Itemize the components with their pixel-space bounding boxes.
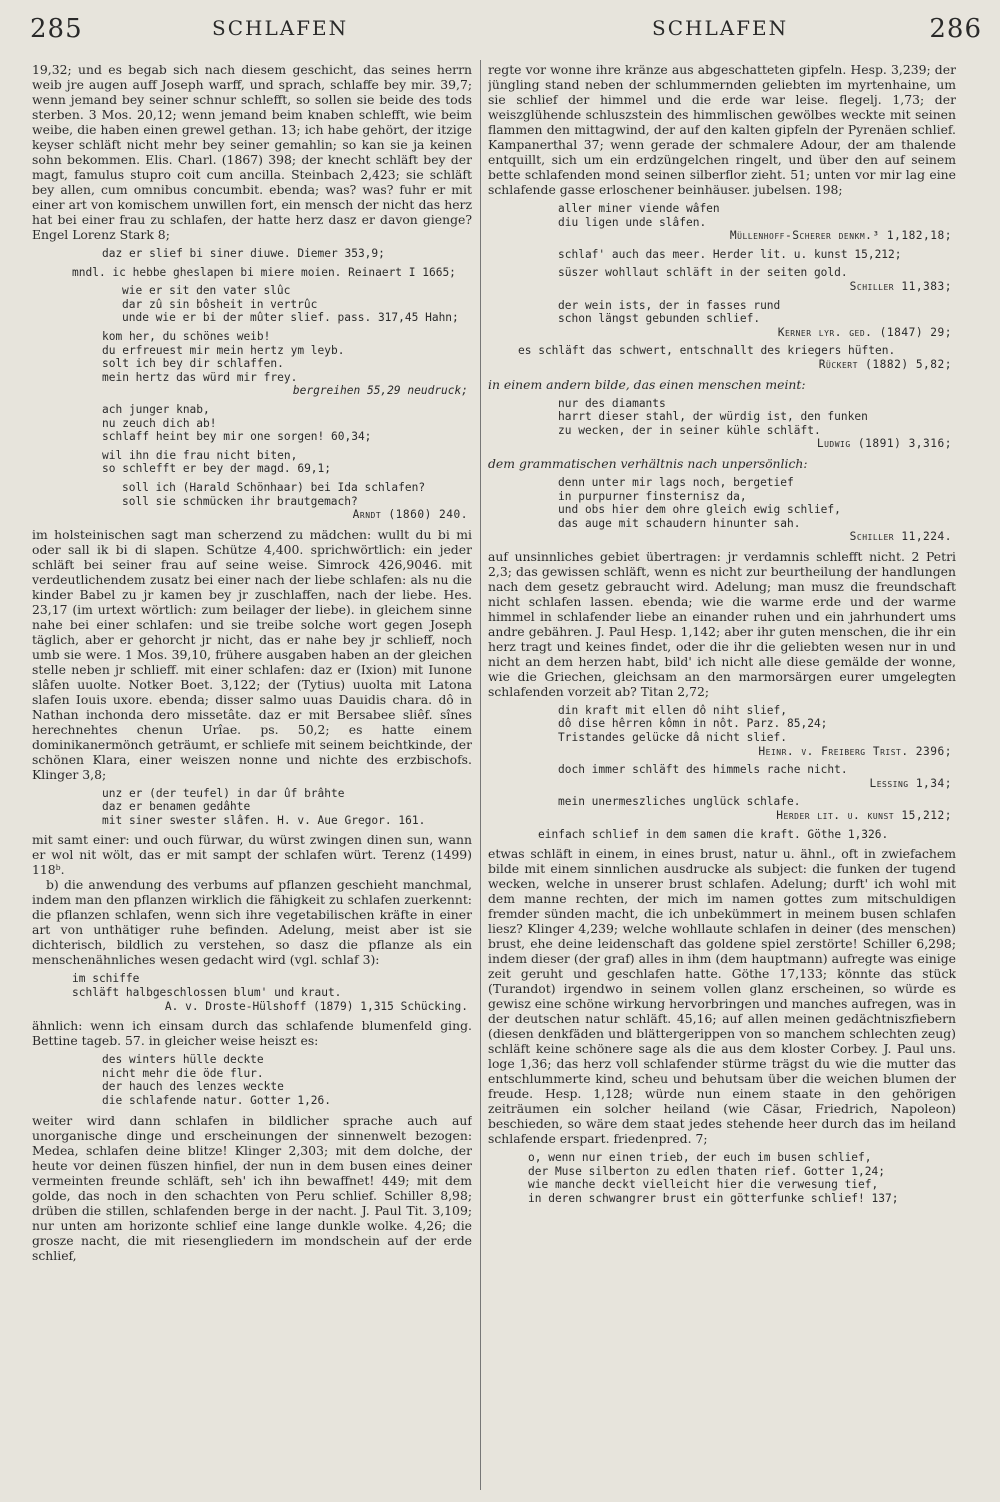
paragraph: b) die anwendung des verbums auf pflanzen geschieht manchmal, indem man den pflanzen wirklich die fähigkeit zu schlafen zuerkennt: die pflanzen schlafen, wenn sich ihre vegetabilischen kräfte in einer art von unthätiger ruhe befinden. Adelung, meist aber ist sie dichterisch, bildlich zu verstehen, so dasz die pflanze als ein menschenähnliches wesen gedacht wird (vgl. schlaf 3): <box>32 877 472 968</box>
verse-text: wie er sit den vater slûc dar zû sin bôsheit in vertrûc unde wie er bi der mûter slief. pass. 317,45 Hahn; <box>122 284 459 325</box>
verse-quote <box>558 299 956 340</box>
verse-text: süszer wohllaut schläft in der seiten gold. <box>558 266 848 280</box>
paragraph: mit samt einer: und ouch fürwar, du würst zwingen dinen sun, wann er wol nit wölt, das er mit sampt der schlafen würt. Terenz (1499) 118ᵇ. <box>32 832 472 878</box>
verse-text: din kraft mit ellen dô niht slief, dô dise hêrren kômn in nôt. Parz. 85,24; Tristandes gelücke dâ nicht slief. <box>558 703 828 745</box>
paragraph: in einem andern bilde, das einen menschen meint: <box>488 376 806 392</box>
verse-source: Schiller 11,383; <box>849 279 952 293</box>
verse-quote <box>558 763 956 790</box>
running-title-right: SCHLAFEN <box>652 16 789 40</box>
verse-quote <box>102 1053 472 1107</box>
verse-quote <box>102 449 472 476</box>
verse-source: Herder lit. u. kunst 15,212; <box>776 809 952 823</box>
verse-quote <box>558 266 956 293</box>
column-divider <box>480 60 481 1490</box>
verse-text: doch immer schläft des himmels rache nicht. <box>558 763 848 777</box>
verse-source: A. v. Droste-Hülshoff (1879) 1,315 Schücking. <box>164 999 468 1013</box>
page-number-right: 286 <box>929 14 982 44</box>
paragraph: weiter wird dann schlafen in bildlicher sprache auch auf unorganische dinge und erscheinungen der sinnenwelt bezogen: Medea, schlafen deine blitze! Klinger 2,303; mit dem dolche, der heute vor deinen füszen hinfiel, der nun in dem busen eines deiner vermeinten freunde schläft, seh' ich ihn bewaffnet! 449; mit dem golde, das noch in den schachten von Peru schlief. Schiller 8,98; drüben die stillen, schlafenden berge in der nacht. J. Paul Tit. 3,109; nur unten am horizonte schlief eine lange dunkle wolke. 4,26; die grosze nacht, die mit riesengliedern im mondschein auf der erde schlief, <box>32 1112 472 1263</box>
verse-quote <box>528 1151 956 1205</box>
paragraph: im holsteinischen sagt man scherzend zu mädchen: wullt du bi mi oder sall ik bi di slapen. Schütze 4,400. sprichwörtlich: ein jeder schläft bei seiner frau auf seine weise. Simrock 426,9046. mit verdeutlichendem zusatz bei einer nach der liebe schlafen: als nu die kinder Babel zu jr kamen bey jr zuschlaffen, nach der liebe. Hes. 23,17 (im urtext wörtlich: zum beilager der liebe). in gleichem sinne nahe bei einer schlafen: und sie treibe solche wort gegen Joseph täglich, aber er gehorcht jr nicht, das er nahe bey jr schlieff, noch umb sie were. 1 Mos. 39,10, frühere ausgaben haben an der gleichen stelle neben jr schlieff. mit einer schlafen: daz er (Ixion) mit Iunone slâfen uuolte. Notker Boet. 3,122; der (Tytius) uuolta mit Latona slafen Iouis uxore. ebenda; disser salmo uuas Dauidis chara. dô in Nathan inchonda dero missetâte. daz er mit Bersabee sliêf. sînes herechnehtes chenun Urîae. ps. 50,2; es hatte einem dominikanermönch geträumt, er schliefe mit seinem beichtkinde, der schönen Klara, einer weiszen nonne und nichte des erzbischofs. Klinger 3,8; <box>32 526 472 782</box>
verse-quote <box>102 403 472 444</box>
verse-quote <box>538 828 956 842</box>
verse-text: unz er (der teufel) in dar ûf brâhte daz er benamen gedâhte mit siner swester slâfen. H. v. Aue Gregor. 161. <box>102 786 426 827</box>
verse-source: Arndt (1860) 240. <box>352 508 468 522</box>
paragraph: 19,32; und es begab sich nach diesem geschicht, das seines herrn weib jre augen auff Joseph warff, und sprach, schlaffe bey mir. 39,7; wenn jemand bey seiner schnur schlefft, so sollen sie beide des tods sterben. 3 Mos. 20,12; wenn jemand beim knaben schlefft, wie beim weibe, die haben einen grewel gethan. 13; ich habe gehört, der itzige keyser schläft nicht mehr bey seiner gemahlin; so kan sie ja keinen sohn bekommen. Elis. Charl. (1867) 398; der knecht schläft bey der magt, famulus stupro coit cum ancilla. Steinbach 2,423; sie schläft bey allen, cum omnibus concumbit. ebenda; was? was? fuhr er mit einer art von komischem unwillen fort, ein mensch der nicht das herz hat bei einer frau zu schlafen, der hatte herz dasz er davon gienge? Engel Lorenz Stark 8; <box>32 62 472 242</box>
verse-text: nur des diamants harrt dieser stahl, der würdig ist, den funken zu wecken, der in seiner kühle schläft. <box>558 396 868 437</box>
verse-source: bergreihen 55,29 neudruck; <box>292 384 468 398</box>
verse-quote <box>558 248 956 262</box>
verse-quote <box>558 476 956 544</box>
verse-quote <box>122 284 472 325</box>
left-column <box>32 62 472 1487</box>
verse-source: Rückert (1882) 5,82; <box>818 357 952 371</box>
verse-text: daz er slief bi siner diuwe. Diemer 353,9; <box>102 247 385 260</box>
verse-text: aller miner viende wâfen diu ligen unde slâfen. <box>558 202 720 229</box>
verse-quote <box>558 704 956 758</box>
paragraph: auf unsinnliches gebiet übertragen: jr verdamnis schlefft nicht. 2 Petri 2,3; das gewissen schläft, wenn es nicht zur beurtheilung der handlungen nach dem gesetz gebraucht wird. Adelung; man musz die freundschaft nicht schlafen lassen. ebenda; wie die warme erde und der warme himmel in schlafender liebe an einander ruhen und ein jahrhundert ums andre gebähren. J. Paul Hesp. 1,142; aber ihr guten menschen, die ihr ein herz tragt und keines findet, oder die ihr die geliebten wesen nur in und nicht an dem herzen habt, bild' ich nicht alle diese gemälde der wonne, wie die Griechen, gleichsam an den marmorsärgen eurer umgelegten schlafenden vorzeit ab? Titan 2,72; <box>488 548 956 699</box>
verse-text: kom her, du schönes weib! du erfreuest mir mein hertz ym leyb. solt ich bey dir schlaffen. mein hertz das würd mir frey. <box>102 329 345 384</box>
paragraph: ähnlich: wenn ich einsam durch das schlafende blumenfeld ging. Bettine tageb. 57. in gleicher weise heiszt es: <box>32 1018 472 1049</box>
page-number-left: 285 <box>30 14 83 44</box>
verse-text: wil ihn die frau nicht biten, so schlefft er bey der magd. 69,1; <box>102 448 332 476</box>
verse-text: denn unter mir lags noch, bergetief in purpurner finsternisz da, und obs hier dem ohre gleich ewig schlief, das auge mit schaudern hinunter sah. <box>558 475 841 530</box>
verse-quote <box>102 787 472 828</box>
verse-text: mein unermeszliches unglück schlafe. <box>558 795 801 809</box>
paragraph: dem grammatischen verhältnis nach unpersönlich: <box>488 455 808 471</box>
verse-quote <box>122 481 472 522</box>
verse-text: o, wenn nur einen trieb, der euch im busen schlief, der Muse silberton zu edlen thaten rief. Gotter 1,24; wie manche deckt vielleicht hier die verwesung tief, in deren schwangrer brust ein götterfunke schlief! 137; <box>528 1151 899 1205</box>
verse-text: einfach schlief in dem samen die kraft. Göthe 1,326. <box>538 827 889 841</box>
verse-source: Lessing 1,34; <box>869 776 952 790</box>
paragraph: regte vor wonne ihre kränze aus abgeschatteten gipfeln. Hesp. 3,239; der jüngling stand neben der schlummernden geliebten im myrtenhaine, um sie schlief der himmel und die erde war leise. flegelj. 1,73; der weiszglühende schluszstein des himmlischen gewölbes weckte mit seinen flammen den mittagwind, der auf den kalten gipfeln der Pyrenäen schlief. Kampanerthal 37; wenn gerade der schmalere Adour, der am thalende entquillt, sich um ein erdzüngelchen ringelt, und über den auf seinem bette schlafenden mond seinen silberflor zieht. 51; unten vor mir lag eine schlafende gasse erloschener beinhäuser. jubelsen. 198; <box>488 62 956 197</box>
verse-quote <box>558 795 956 822</box>
verse-text: mndl. ic hebbe gheslapen bi miere moien. Reinaert I 1665; <box>72 265 456 279</box>
verse-source: Ludwig (1891) 3,316; <box>816 437 952 451</box>
right-column <box>488 62 956 1487</box>
verse-quote <box>558 397 956 451</box>
verse-text: soll ich (Harald Schönhaar) bei Ida schlafen? soll sie schmücken ihr brautgemach? <box>122 480 426 508</box>
paragraph: etwas schläft in einem, in eines brust, natur u. ähnl., oft in zwiefachem bilde mit einem sinnlichen ausdrucke als subject: die funken der tugend wecken, welche in unserer brust schlafen. Adelung; durft' ich wohl mit dem manne rechten, der mich im namen gottes zum mitschuldigen fremder sünden macht, die ich unbekümmert in meinem busen schlafen liesz? Klinger 4,239; welche wohllaute schlafen in deiner (des menschen) brust, ehe deine leidenschaft das goldene spiel zerstörte! Schiller 6,298; indem dieser (der graf) alles in ihm (dem hauptmann) aufregte was einige zeit geruht und geschlafen hatte. Göthe 17,133; könnte das stück (Turandot) irgendwo in seinem vollen glanz erscheinen, so würde es gewisz eine schöne wirkung hervorbringen und manches aufregen, was in der deutschen natur schläft. 45,16; auf allen meinen gedächtniszfiebern (diesen denkfäden und blättergerippen von so manchem schlechten zeug) schläft keine schönere sage als die aus dem kloster Corbey. J. Paul uns. loge 1,36; das herz voll schlafender stürme trägst du wie die mutter das entschlummerte kind, scheu und behutsam über die weichen blumen der freude. Hesp. 1,128; würde nun einem staate in den gehörigen zeiträumen ein solcher heiland (wie Cäsar, Friedrich, Napoleon) beschieden, so wäre dem staat jedes stehende heer durch das im heiland schlafende erspart. friedenpred. 7; <box>488 846 956 1147</box>
verse-source: Müllenhoff-Scherer denkm.³ 1,182,18; <box>729 229 952 243</box>
verse-text: es schläft das schwert, entschnallt des kriegers hüften. <box>518 344 896 358</box>
verse-text: im schiffe schläft halbgeschlossen blum' und kraut. <box>72 972 342 1000</box>
verse-source: Schiller 11,224. <box>849 530 952 544</box>
verse-quote <box>72 266 472 280</box>
verse-text: ach junger knab, nu zeuch dich ab! schlaff heint bey mir one sorgen! 60,34; <box>102 402 372 444</box>
verse-text: schlaf' auch das meer. Herder lit. u. kunst 15,212; <box>558 247 902 261</box>
verse-quote <box>558 202 956 243</box>
verse-quote <box>72 972 472 1013</box>
verse-quote <box>518 344 956 371</box>
verse-text: der wein ists, der in fasses rund schon längst gebunden schlief. <box>558 298 781 326</box>
verse-quote <box>102 330 472 398</box>
verse-source: Heinr. v. Freiberg Trist. 2396; <box>758 744 952 758</box>
verse-text: des winters hülle deckte nicht mehr die öde flur. der hauch des lenzes weckte die schlafende natur. Gotter 1,26. <box>102 1053 332 1108</box>
running-title-left: SCHLAFEN <box>212 16 349 40</box>
verse-source: Kerner lyr. ged. (1847) 29; <box>777 325 952 339</box>
verse-quote <box>102 247 472 261</box>
